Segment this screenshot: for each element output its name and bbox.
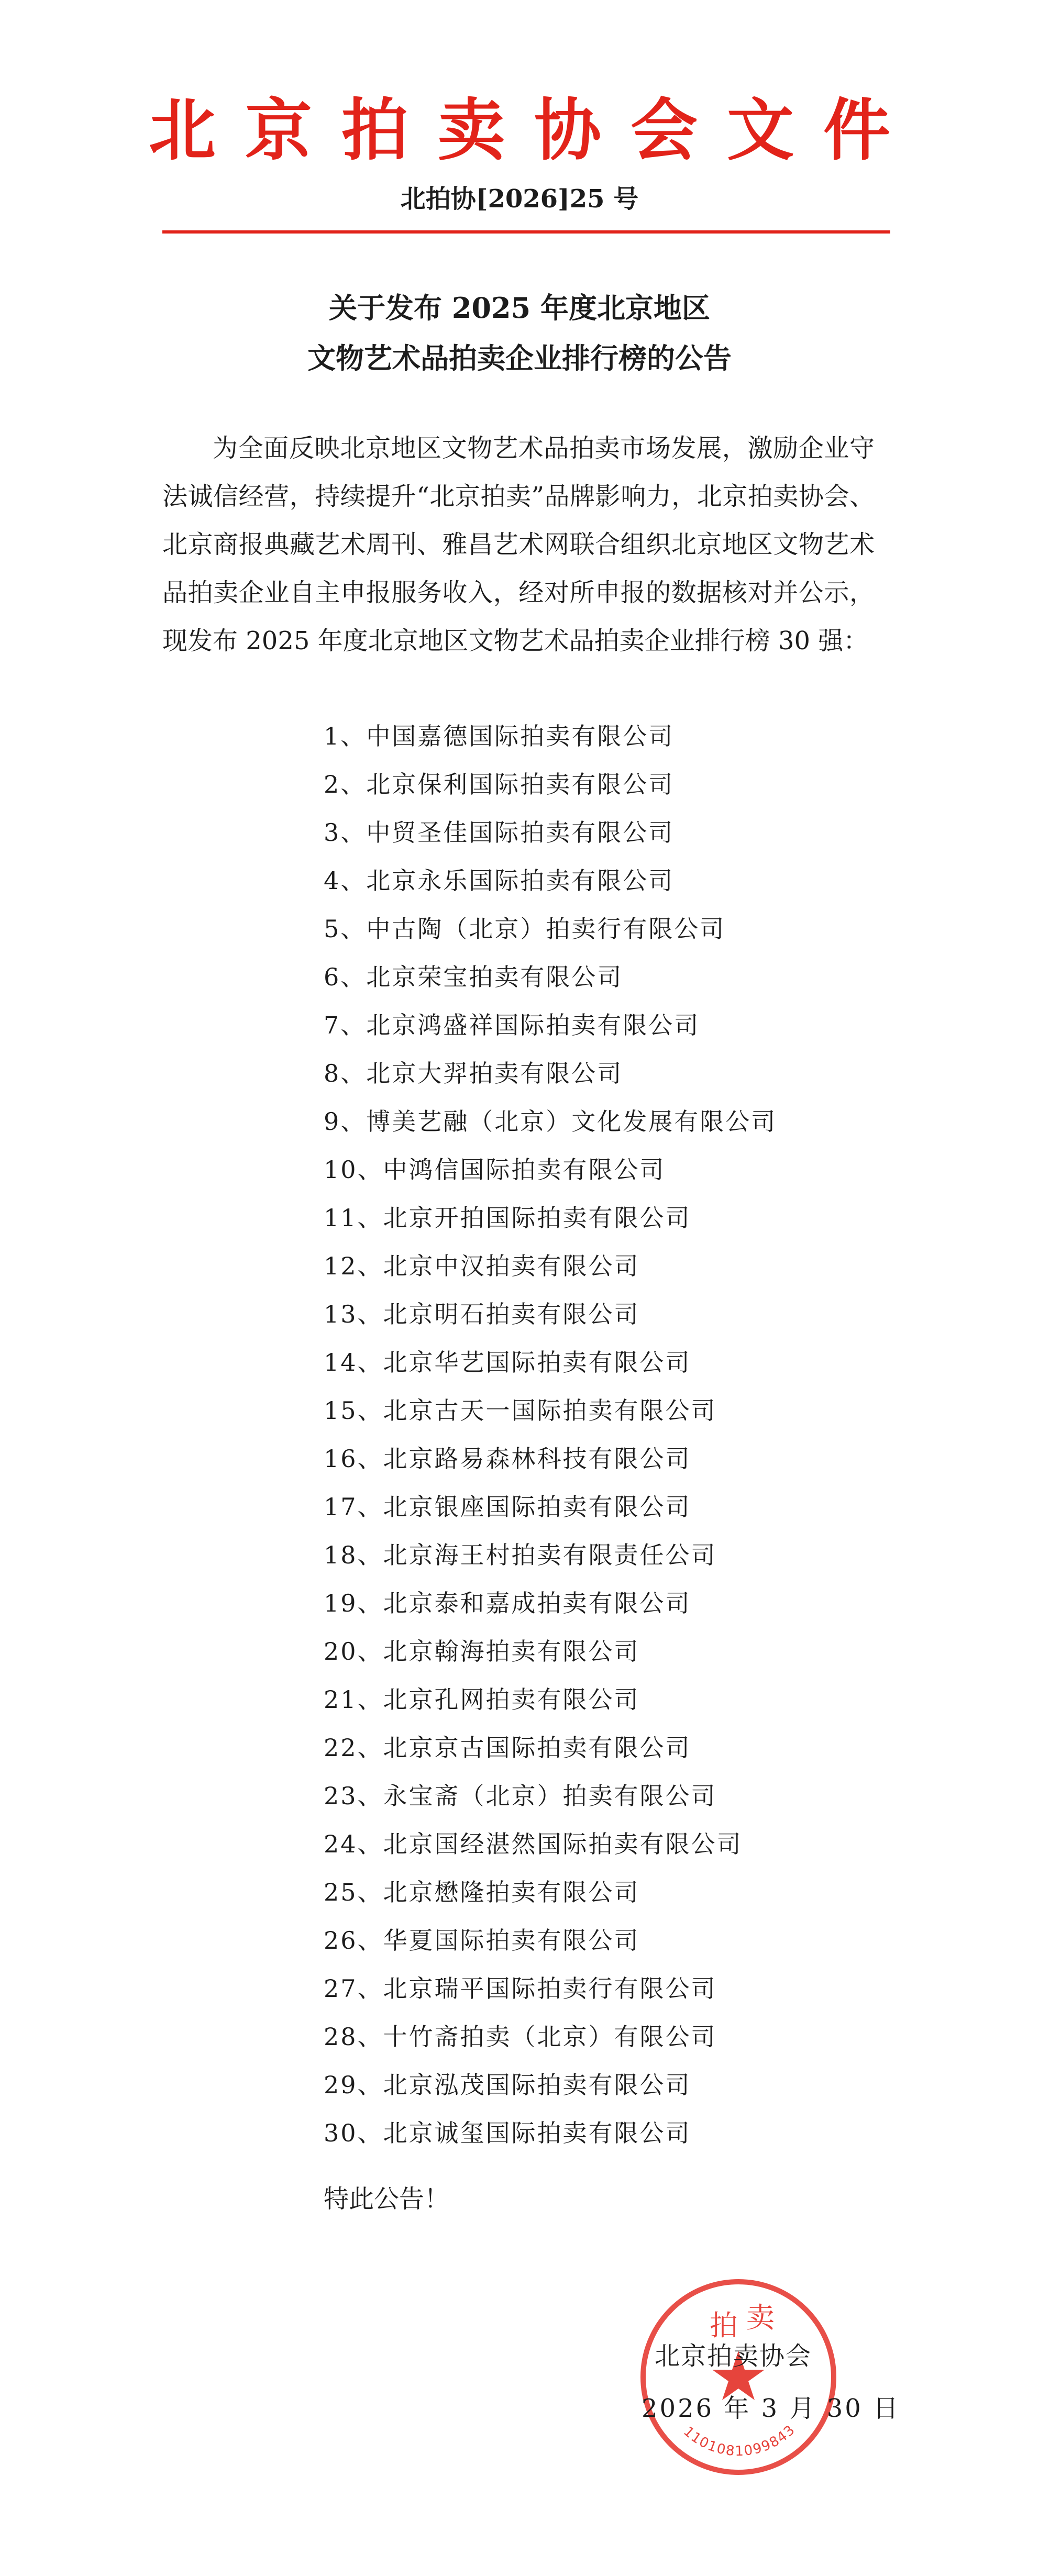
ranking-item: 22、北京京古国际拍卖有限公司 (324, 1734, 691, 1762)
ranking-item: 11、北京开拍国际拍卖有限公司 (324, 1204, 691, 1232)
ranking-item: 23、永宝斋（北京）拍卖有限公司 (324, 1782, 717, 1810)
ranking-list (324, 712, 777, 2157)
ranking-item: 26、华夏国际拍卖有限公司 (324, 1926, 640, 1955)
seal-code (680, 2422, 799, 2460)
ranking-item: 19、北京泰和嘉成拍卖有限公司 (324, 1589, 691, 1617)
ranking-item: 14、北京华艺国际拍卖有限公司 (324, 1348, 691, 1376)
ranking-item: 16、北京路易森林科技有限公司 (324, 1445, 691, 1473)
document-header-title: 北京拍卖协会文件 (148, 92, 920, 170)
notice-title (0, 283, 1039, 383)
ranking-item: 3、中贸圣佳国际拍卖有限公司 (324, 818, 675, 847)
official-seal-stamp (634, 2272, 843, 2482)
ranking-item: 28、十竹斋拍卖（北京）有限公司 (324, 2023, 717, 2051)
ranking-item: 7、北京鸿盛祥国际拍卖有限公司 (324, 1011, 700, 1039)
seal-code-path: 1101081099843 (680, 2422, 799, 2460)
ranking-item: 24、北京国经湛然国际拍卖有限公司 (324, 1830, 743, 1858)
ranking-item: 10、中鸿信国际拍卖有限公司 (324, 1156, 666, 1184)
ranking-item: 30、北京诚玺国际拍卖有限公司 (324, 2119, 691, 2147)
ranking-item: 12、北京中汉拍卖有限公司 (324, 1252, 640, 1280)
ranking-item: 20、北京翰海拍卖有限公司 (324, 1637, 640, 1665)
ranking-item: 8、北京大羿拍卖有限公司 (324, 1059, 623, 1087)
notice-intro-paragraph: 为全面反映北京地区文物艺术品拍卖市场发展，激励企业守法诚信经营，持续提升“北京拍卖”品牌影响力，北京拍卖协会、北京商报典藏艺术周刊、雅昌艺术网联合组织北京地区文物艺术品拍卖企业自主申报服务收入，经对所申报的数据核对并公示，现发布 2025 年度北京地区文物艺术品拍卖企业排行榜 30 强： (162, 434, 875, 656)
ranking-item: 5、中古陶（北京）拍卖行有限公司 (324, 915, 726, 943)
ranking-item: 27、北京瑞平国际拍卖行有限公司 (324, 1974, 717, 2003)
ranking-item: 9、博美艺融（北京）文化发展有限公司 (324, 1107, 777, 1136)
ranking-item: 21、北京孔网拍卖有限公司 (324, 1685, 640, 1714)
ranking-item: 13、北京明石拍卖有限公司 (324, 1300, 640, 1328)
ranking-item: 15、北京古天一国际拍卖有限公司 (324, 1396, 717, 1425)
ranking-item: 1、中国嘉德国际拍卖有限公司 (324, 722, 675, 750)
header-divider (162, 230, 890, 234)
closing-statement: 特此公告！ (324, 2184, 450, 2214)
seal-char-2: 卖 (746, 2301, 775, 2334)
seal-svg (634, 2272, 843, 2482)
ranking-item: 25、北京懋隆拍卖有限公司 (324, 1878, 640, 1906)
ranking-item: 18、北京海王村拍卖有限责任公司 (324, 1541, 717, 1569)
ranking-item: 17、北京银座国际拍卖有限公司 (324, 1493, 691, 1521)
notice-title-line-2: 文物艺术品拍卖企业排行榜的公告 (307, 341, 732, 375)
seal-char-1: 拍 (710, 2309, 738, 2342)
ranking-item: 2、北京保利国际拍卖有限公司 (324, 770, 675, 798)
notice-title-line-1: 关于发布 2025 年度北京地区 (329, 291, 710, 325)
signer-name: 北京拍卖协会 (655, 2341, 812, 2371)
ranking-item: 4、北京永乐国际拍卖有限公司 (324, 867, 675, 895)
document-number: 北拍协[2026]25 号 (400, 184, 639, 214)
signature-date: 2026 年 3 月 30 日 (642, 2394, 901, 2423)
ranking-item: 6、北京荣宝拍卖有限公司 (324, 963, 623, 991)
ranking-item: 29、北京泓茂国际拍卖有限公司 (324, 2071, 691, 2099)
